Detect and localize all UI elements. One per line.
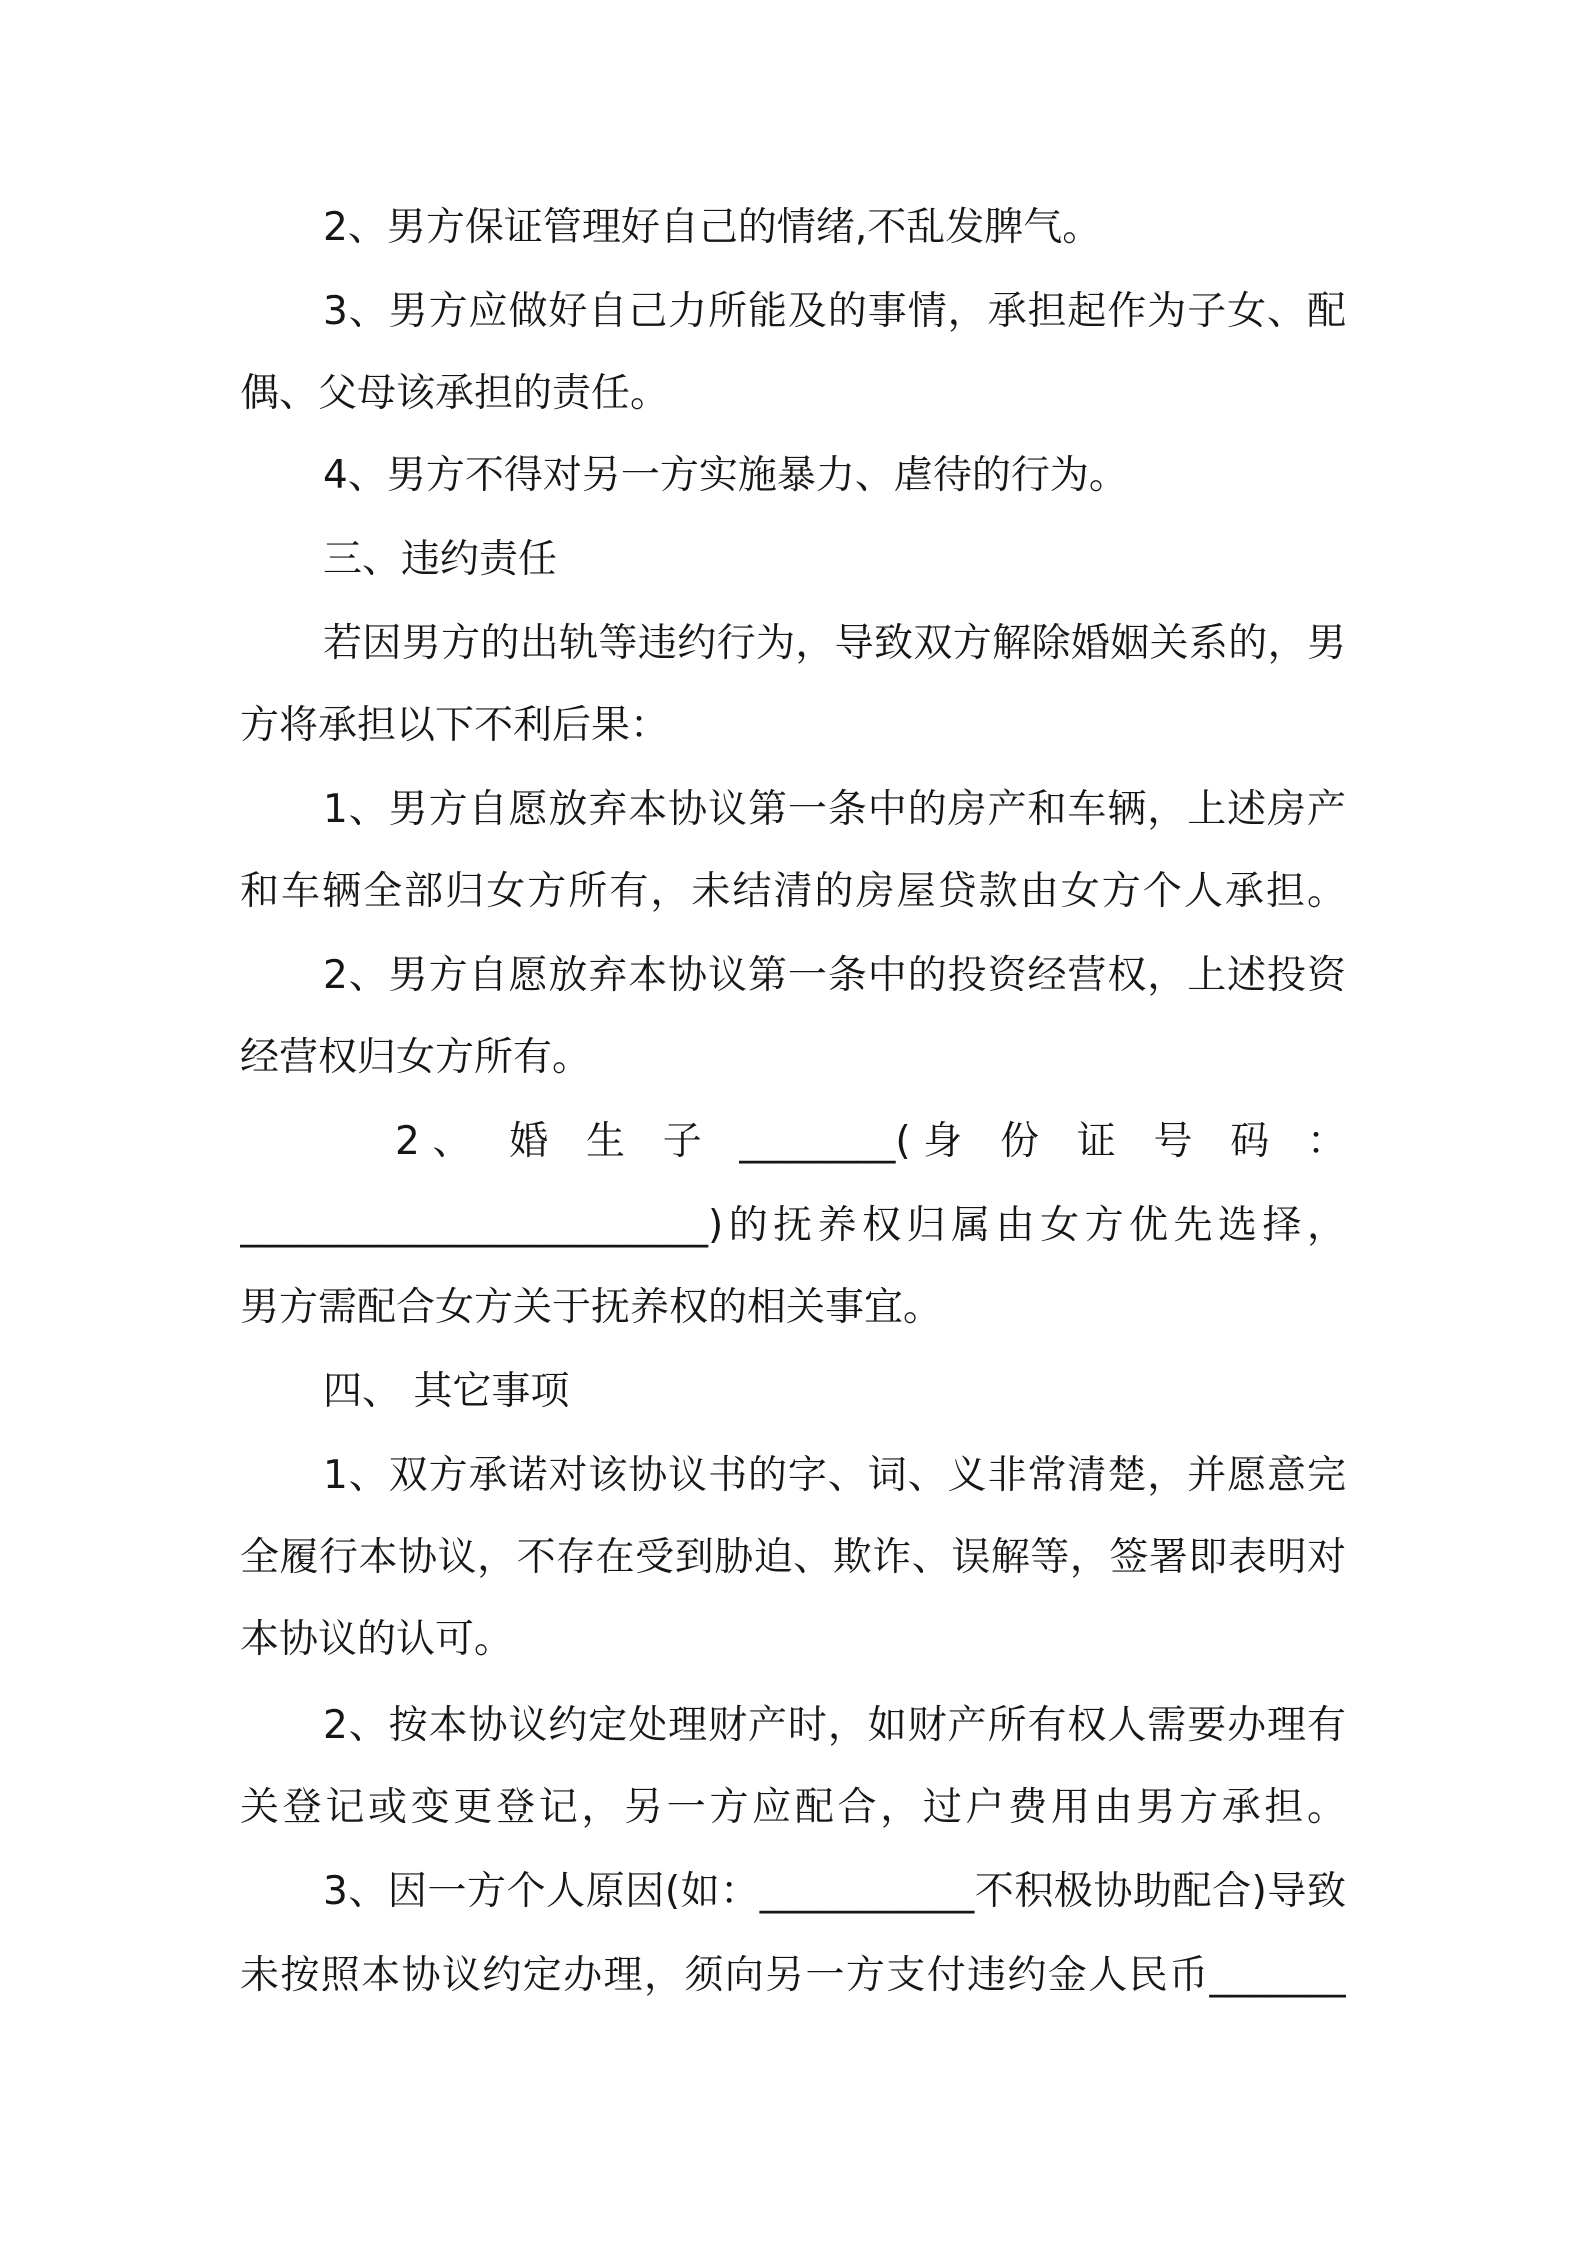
text-line: 2、男方自愿放弃本协议第一条中的投资经营权，上述投资 [323, 953, 1346, 998]
text-line: 1、双方承诺对该协议书的字、词、义非常清楚，并愿意完 [323, 1453, 1346, 1498]
text-line: ________________________)的抚养权归属由女方优先选择， [240, 1203, 1346, 1248]
text-line: 4、男方不得对另一方实施暴力、虐待的行为。 [323, 453, 1128, 498]
text-line: 经营权归女方所有。 [240, 1035, 592, 1080]
text-line: 3、男方应做好自己力所能及的事情，承担起作为子女、配 [323, 289, 1346, 334]
text-line: 关登记或变更登记，另一方应配合，过户费用由男方承担。 [240, 1785, 1346, 1830]
text-line: 本协议的认可。 [240, 1617, 514, 1662]
text-line: 若因男方的出轨等违约行为，导致双方解除婚姻关系的，男 [323, 621, 1346, 666]
text-line: 未按照本协议约定办理，须向另一方支付违约金人民币_______ [240, 1953, 1346, 1998]
text-line: 男方需配合女方关于抚养权的相关事宜。 [240, 1285, 943, 1330]
text-line: 偶、父母该承担的责任。 [240, 371, 670, 416]
text-line: 2、男方保证管理好自己的情绪,不乱发脾气。 [323, 205, 1102, 250]
text-line: 3、因一方个人原因(如：___________不积极协助配合)导致 [323, 1869, 1346, 1914]
section-heading: 四、 其它事项 [323, 1369, 570, 1414]
text-line: 和车辆全部归女方所有，未结清的房屋贷款由女方个人承担。 [240, 869, 1346, 914]
text-line: 1、男方自愿放弃本协议第一条中的房产和车辆，上述房产 [323, 787, 1346, 832]
text-line: 2、按本协议约定处理财产时，如财产所有权人需要办理有 [323, 1703, 1346, 1748]
text-line: 2、 婚 生 子 ________(身 份 证 号 码 ： [395, 1119, 1346, 1164]
text-line: 全履行本协议，不存在受到胁迫、欺诈、误解等，签署即表明对 [240, 1535, 1346, 1580]
text-line: 方将承担以下不利后果： [240, 703, 670, 748]
section-heading: 三、违约责任 [323, 537, 558, 582]
